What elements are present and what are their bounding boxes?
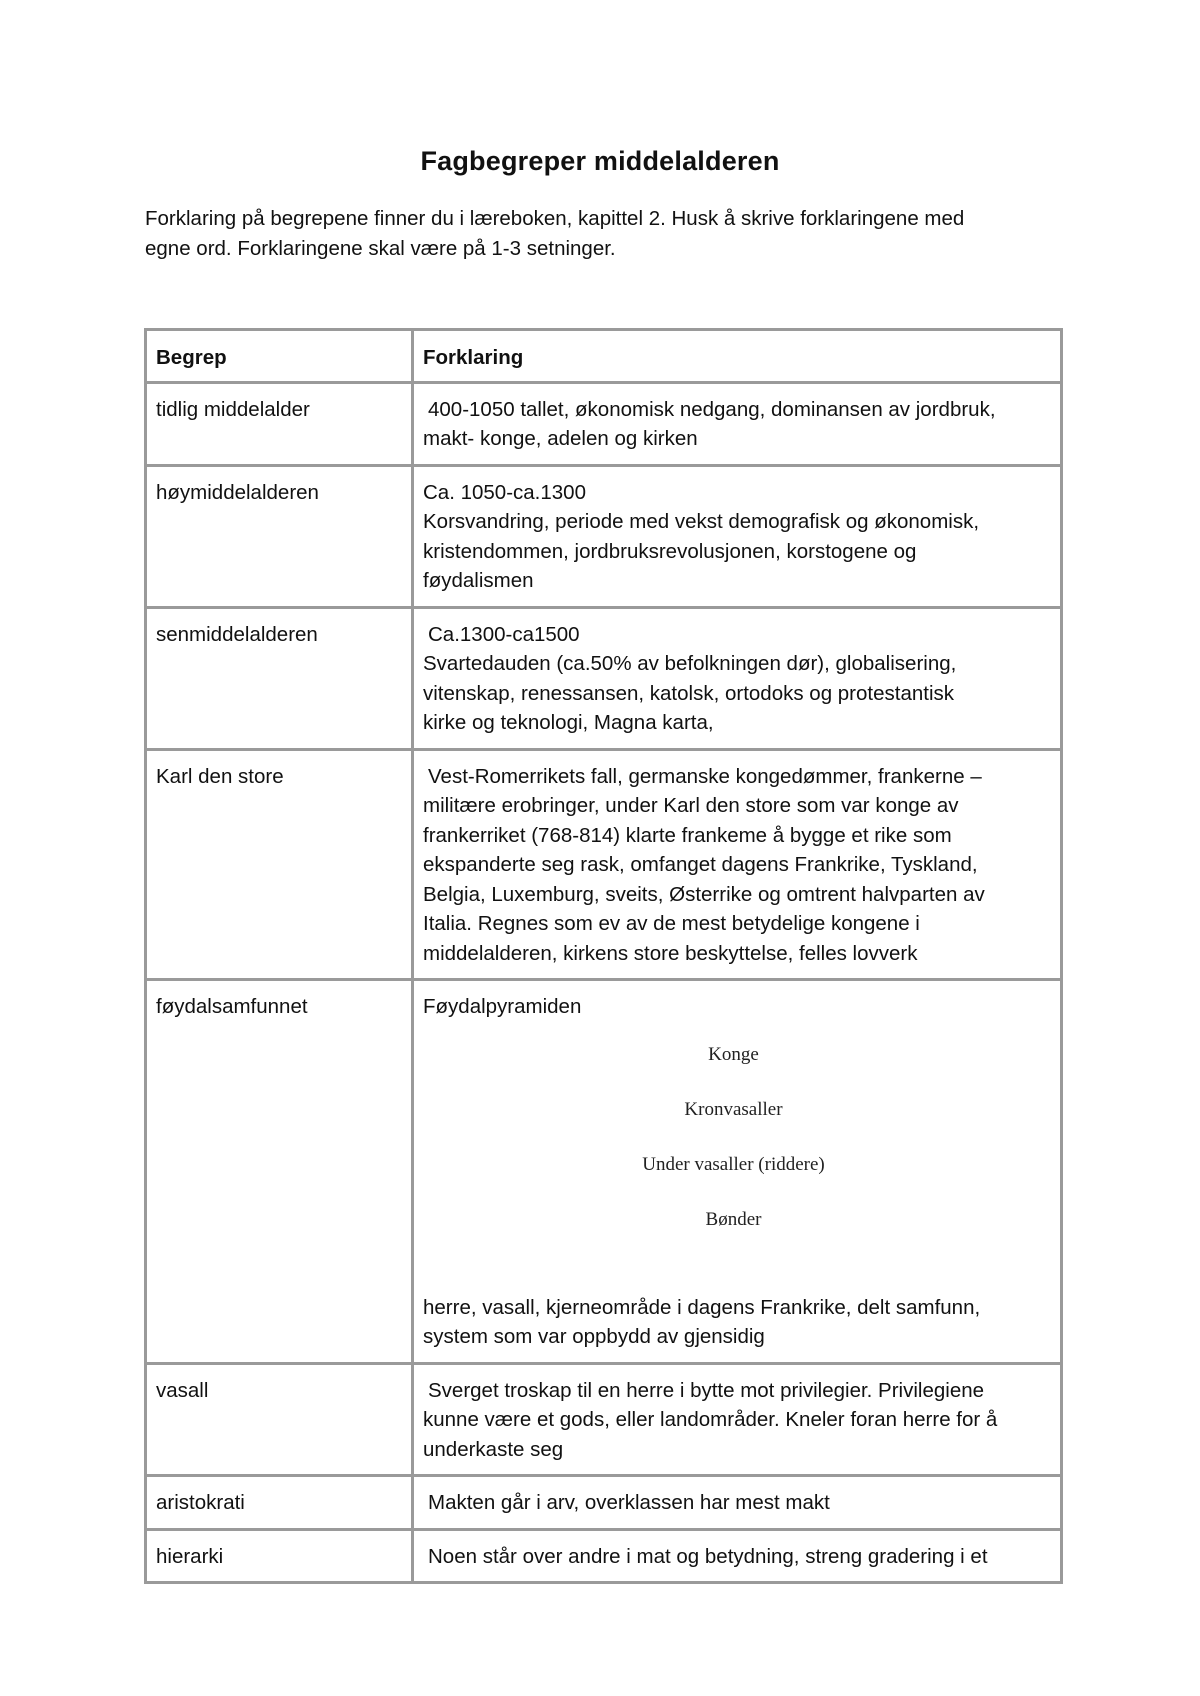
explanation-line: Ca. 1050-ca.1300 <box>423 480 586 504</box>
explanation-line: Svartedauden (ca.50% av befolkningen dør), globalisering, <box>423 652 957 675</box>
explanation-cell <box>413 749 1062 980</box>
term-cell: senmiddelalderen <box>146 607 413 749</box>
explanation-line: 400-1050 tallet, økonomisk nedgang, dominansen av jordbruk, <box>428 397 996 421</box>
table-row <box>146 607 1062 749</box>
explanation-cell <box>413 465 1062 607</box>
term-cell: tidlig middelalder <box>146 382 413 465</box>
explanation-line: system som var oppbydd av gjensidig <box>423 1325 765 1348</box>
feudal-pyramid <box>423 1042 1052 1233</box>
table-header-row <box>146 330 1062 383</box>
explanation-line: kunne være et gods, eller landområder. Kneler foran herre for å <box>423 1408 998 1431</box>
explanation-line: underkaste seg <box>423 1437 564 1461</box>
table-row <box>146 1529 1062 1583</box>
explanation-cell <box>413 607 1062 749</box>
explanation-line: Noen står over andre i mat og betydning, streng gradering i et <box>428 1544 988 1568</box>
explanation-line: Vest-Romerrikets fall, germanske kongedømmer, frankerne – <box>428 764 982 788</box>
explanation-cell <box>413 1476 1062 1530</box>
explanation-line: Italia. Regnes som ev av de mest betydelige kongene i <box>423 912 920 935</box>
table-row <box>146 465 1062 607</box>
header-forklaring: Forklaring <box>413 330 1062 383</box>
term-cell: Karl den store <box>146 749 413 980</box>
term-cell: vasall <box>146 1363 413 1476</box>
explanation-line: føydalismen <box>423 569 534 592</box>
explanation-line: makt- konge, adelen og kirken <box>423 427 698 450</box>
explanation-cell <box>413 382 1062 465</box>
explanation-line: vitenskap, renessansen, katolsk, ortodoks og protestantisk <box>423 681 955 705</box>
explanation-line: middelalderen, kirkens store beskyttelse, felles lovverk <box>423 941 918 965</box>
explanation-line: kirke og teknologi, Magna karta, <box>423 711 714 734</box>
header-begrep: Begrep <box>146 330 413 383</box>
explanation-line: Korsvandring, periode med vekst demografisk og økonomisk, <box>423 510 980 533</box>
table-row <box>146 749 1062 980</box>
terms-table <box>144 328 1063 1584</box>
table-row <box>146 980 1062 1364</box>
explanation-line: kristendommen, jordbruksrevolusjonen, korstogene og <box>423 539 917 563</box>
explanation-line: herre, vasall, kjerneområde i dagens Frankrike, delt samfunn, <box>423 1295 981 1319</box>
explanation-line: Belgia, Luxemburg, sveits, Østerrike og omtrent halvparten av <box>423 882 985 906</box>
table-row <box>146 1363 1062 1476</box>
table-row <box>146 1476 1062 1530</box>
explanation-cell <box>413 1529 1062 1583</box>
explanation-line: ekspanderte seg rask, omfanget dagens Frankrike, Tyskland, <box>423 853 978 876</box>
explanation-line: militære erobringer, under Karl den store som var konge av <box>423 794 959 817</box>
explanation-line: Ca.1300-ca1500 <box>428 622 580 646</box>
intro-line: egne ord. Forklaringene skal være på 1-3 setninger. <box>145 237 616 260</box>
pyramid-level: Konge <box>708 1043 759 1065</box>
explanation-cell <box>413 1363 1062 1476</box>
explanation-line: frankerriket (768-814) klarte frankeme å bygge et rike som <box>423 823 952 847</box>
pyramid-level: Under vasaller (riddere) <box>642 1153 825 1175</box>
term-cell: aristokrati <box>146 1476 413 1530</box>
intro-line: Forklaring på begrepene finner du i læreboken, kapittel 2. Husk å skrive forklaringene med <box>145 207 965 230</box>
term-cell: føydalsamfunnet <box>146 980 413 1364</box>
pyramid-level: Kronvasaller <box>684 1098 783 1120</box>
page-title: Fagbegreper middelalderen <box>420 146 780 176</box>
table-row <box>146 382 1062 465</box>
pyramid-heading: Føydalpyramiden <box>423 995 582 1018</box>
pyramid-level: Bønder <box>705 1208 762 1230</box>
explanation-cell <box>413 980 1062 1364</box>
explanation-line: Makten går i arv, overklassen har mest makt <box>428 1491 830 1514</box>
term-cell: høymiddelalderen <box>146 465 413 607</box>
term-cell: hierarki <box>146 1529 413 1583</box>
explanation-line: Sverget troskap til en herre i bytte mot privilegier. Privilegiene <box>428 1378 985 1402</box>
intro-paragraph <box>145 204 1075 264</box>
